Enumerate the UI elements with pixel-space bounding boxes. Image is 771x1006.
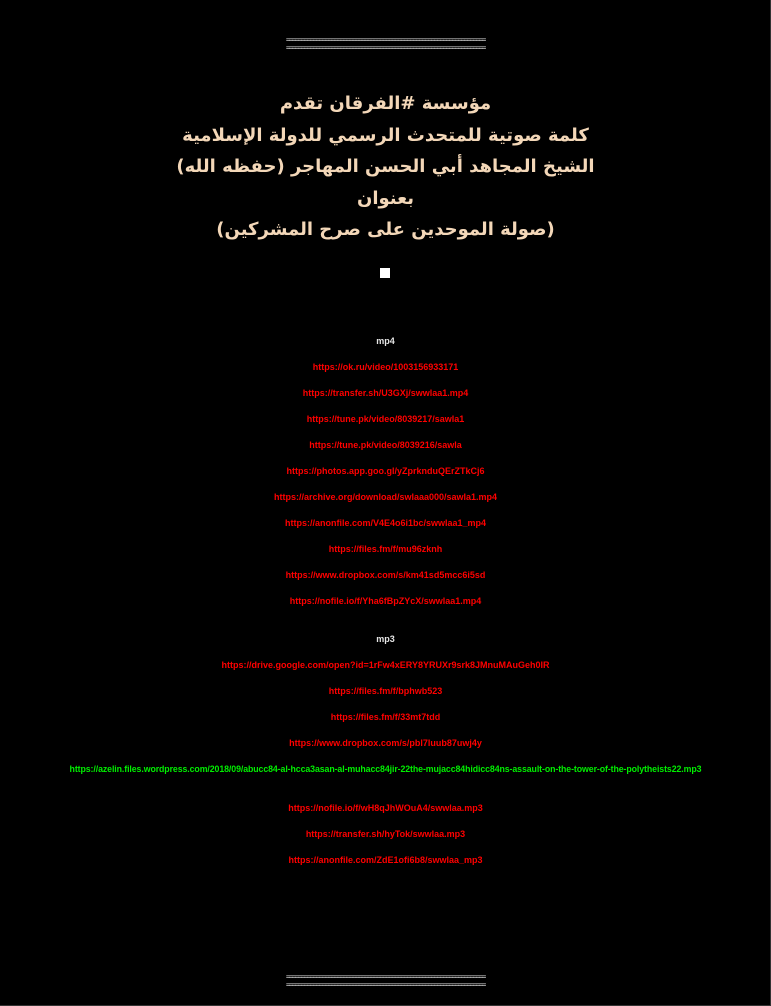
mp3-link[interactable]: https://transfer.sh/hyTok/swwlaa.mp3 [305, 829, 466, 839]
square-bullet-icon [380, 268, 390, 278]
mp3-link-row [0, 737, 771, 749]
header-line-publisher: مؤسسة #الفرقان تقدم [279, 93, 492, 114]
header-line-title-intro: بعنوان [356, 187, 415, 209]
mp4-link-row [0, 569, 771, 581]
mp4-link-row [0, 413, 771, 425]
mp3-link-row [0, 828, 771, 840]
mp3-link-row [0, 685, 771, 697]
bottom-divider: ================================================================== ================================================================== [286, 973, 485, 989]
header-line-speaker: الشيخ المجاهد أبي الحسن المهاجر (حفظه الله) [176, 156, 595, 177]
mp3-link[interactable]: https://drive.google.com/open?id=1rFw4xERY8YRUXr9srk8JMnuMAuGeh0IR [221, 660, 550, 670]
header-line-title: (صولة الموحدين على صرح المشركين) [216, 219, 555, 240]
mp4-link-row [0, 491, 771, 503]
mp4-section-label: mp4 [376, 336, 395, 346]
header-line-description: كلمة صوتية للمتحدث الرسمي للدولة الإسلامية [182, 124, 589, 146]
mp4-link-row [0, 465, 771, 477]
mp4-link[interactable]: https://archive.org/download/swlaaa000/sawla1.mp4 [273, 492, 498, 502]
announcement-header [0, 88, 771, 246]
mp3-link[interactable]: https://anonfile.com/ZdE1ofi6b8/swwlaa_mp3 [288, 855, 483, 865]
mp4-link-row [0, 439, 771, 451]
mp3-link[interactable]: https://files.fm/f/33mt7tdd [330, 712, 441, 722]
mp4-link-row [0, 517, 771, 529]
mp3-link[interactable]: https://files.fm/f/bphwb523 [328, 686, 443, 696]
mp4-link-row [0, 595, 771, 607]
mp3-link-azelin[interactable]: https://azelin.files.wordpress.com/2018/09/abucc84-al-hcca3asan-al-muhacc84jir-22the-mujacc84hidicc84ns-assault-on-the-tower-of-the-polytheists22.mp3 [69, 764, 702, 774]
mp3-link-row [0, 854, 771, 866]
mp4-link[interactable]: https://tune.pk/video/8039217/sawla1 [306, 414, 465, 424]
mp4-link[interactable]: https://anonfile.com/V4E4o6i1bc/swwlaa1_mp4 [284, 518, 487, 528]
mp3-link-row [0, 711, 771, 723]
mp3-link-row [0, 763, 771, 775]
mp3-link-row [0, 659, 771, 671]
mp4-link[interactable]: https://ok.ru/video/1003156933171 [312, 362, 459, 372]
mp4-link[interactable]: https://www.dropbox.com/s/km41sd5mcc6i5sd [285, 570, 486, 580]
mp4-link-row [0, 543, 771, 555]
mp4-link[interactable]: https://transfer.sh/U3GXj/swwlaa1.mp4 [302, 388, 469, 398]
mp3-link[interactable]: https://www.dropbox.com/s/pbl7luub87uwj4y [289, 738, 482, 748]
mp4-link[interactable]: https://photos.app.goo.gl/yZprknduQErZTkCj6 [286, 466, 485, 476]
mp3-link[interactable]: https://nofile.io/f/wH8qJhWOuA4/swwlaa.mp3 [288, 803, 483, 813]
mp4-link-row [0, 361, 771, 373]
mp4-link[interactable]: https://tune.pk/video/8039216/sawla [309, 440, 462, 450]
top-divider: ================================================================== ================================================================== [286, 36, 485, 52]
mp3-link-row [0, 802, 771, 814]
mp4-link-row [0, 387, 771, 399]
mp4-link[interactable]: https://nofile.io/f/Yha6fBpZYcX/swwlaa1.mp4 [289, 596, 482, 606]
mp3-section-label: mp3 [376, 634, 395, 644]
mp4-link[interactable]: https://files.fm/f/mu96zknh [328, 544, 443, 554]
